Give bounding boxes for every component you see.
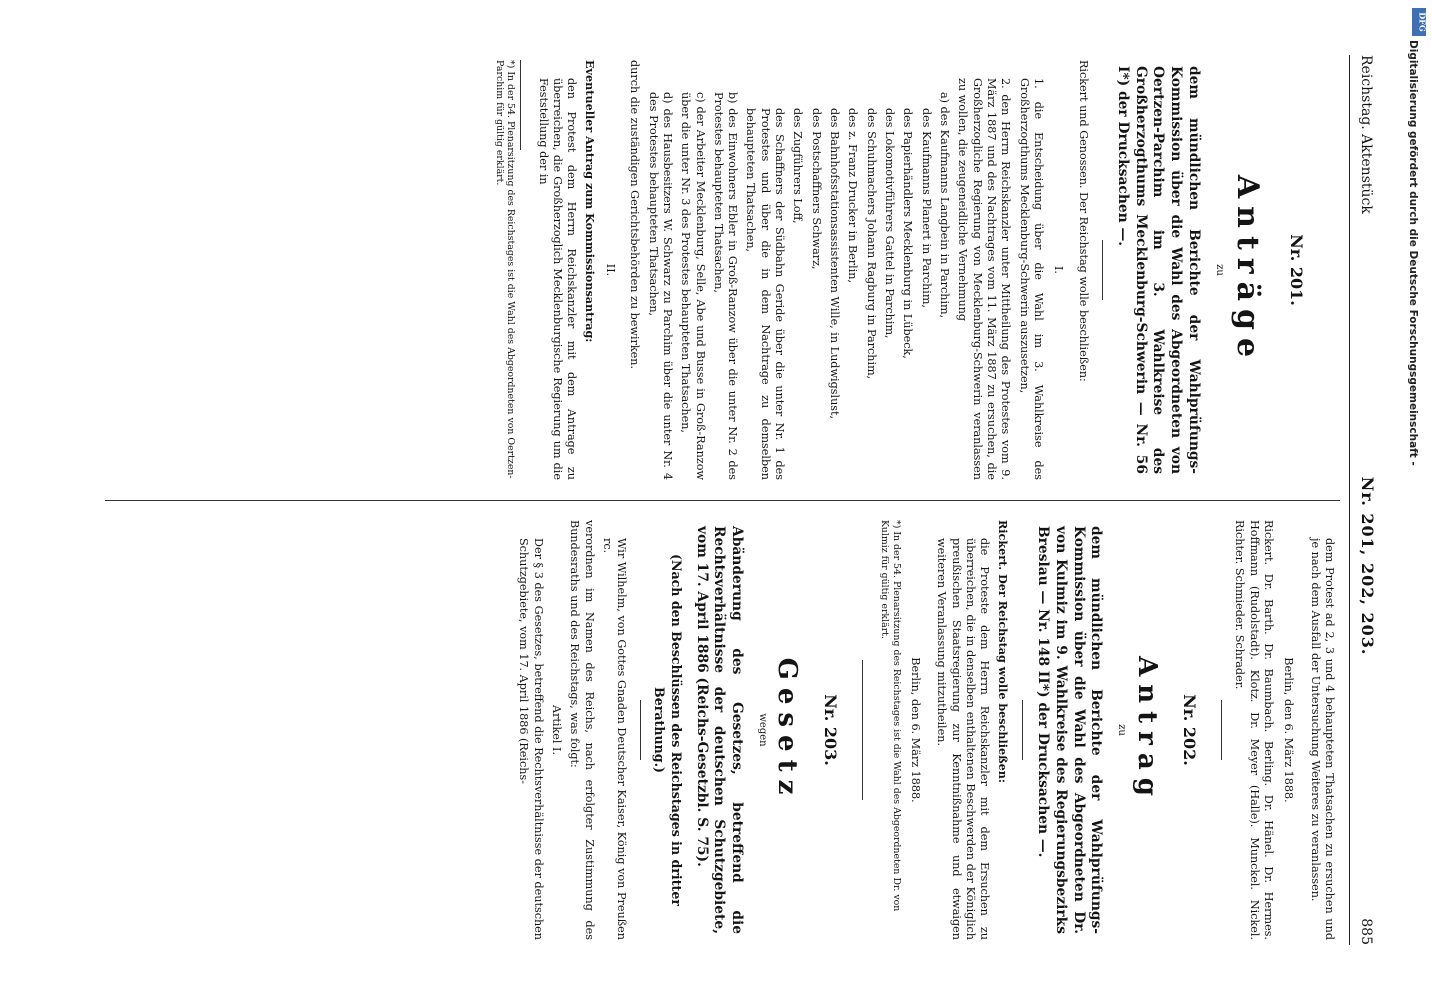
- date-202: Berlin, den 6. März 1888.: [909, 657, 923, 803]
- subtitle-203: Abänderung des Gesetzes, betreffend die Rechtsverhältnisse der deutschen Schutzgebiete, vom 17. April 1886 (Reichs-Gesetzbl. S. 75).: [693, 526, 746, 934]
- item-a-6: des z. Franz Drucker in Berlin,: [846, 108, 860, 284]
- roman-numeral-1: I.: [1052, 266, 1066, 274]
- footnote-201: *) In der 54. Plenarsitzung des Reichstages ist die Wahl des Abgeordneten von Oertzen-Parchim für gültig erklärt.: [493, 60, 517, 479]
- footnote-202: *) In der 54. Plenarsitzung des Reichstages ist die Wahl des Abgeordneten Dr. von Kulmiz für gültig erklärt.: [879, 520, 902, 912]
- item-a-4: des Lokomotivführers Gattel in Parchim,: [883, 108, 897, 339]
- digitization-credit: Digitalisierung gefördert durch die Deutsche Forschungsgemeinschaft -: [1407, 40, 1419, 466]
- dfg-logo: [1412, 8, 1426, 36]
- section-rule: [640, 700, 641, 760]
- header-rule: [1349, 55, 1350, 945]
- item-a-3: des Papierhändlers Mecklenburg in Lübeck,: [901, 108, 915, 359]
- item-a-7: des Bahnhofsstationsassistenten Wille, in Ludwigslust,: [828, 108, 842, 420]
- text-202: die Proteste dem Herrn Reichskanzler mit dem Ersuchen zu überreichen, die in denselben enthaltenen Beschwerden der Königlich preußischen Staatsregierung zur Kenntnißnahme und etwaigen weiteren Veranlassung mitzutheilen.: [935, 538, 992, 940]
- continued-text: dem Protest ad 2, 3 und 4 behaupteten Thatsachen zu ersuchen und je nach dem Ausfall der Untersuchung Weiteres zu veranlassen.: [1308, 538, 1336, 940]
- item-2: 2. den Herrn Reichskanzler unter Mittheilung des Protestes vom 9. März 1887 und des Nachtrages vom 11. März 1887 zu ersuchen, die Großherzogliche Regierung von Mecklenburg-Schwerin veranlassen zu wollen, die zeugeneidliche Vernehmung: [956, 78, 1013, 480]
- dfg-logo-text: DFG: [1417, 12, 1428, 32]
- zu-label-202: zu: [1116, 724, 1128, 736]
- subtitle-201: dem mündlichen Berichte der Wahlprüfungs-Kommission über die Wahl des Abgeordneten von Oertzen-Parchim im 3. Wahlkreise des Großherzogthums Mecklenburg-Schwerin — Nr. 56 I*) der Drucksachen —.: [1114, 66, 1203, 474]
- item-a-2: des Kaufmanns Planert in Parchim,: [919, 108, 933, 309]
- section-rule: [1221, 700, 1222, 760]
- section-rule: [862, 660, 863, 800]
- doc-number-201: Nr. 201.: [1287, 234, 1306, 306]
- header-left: Reichstag. Aktenstück: [1358, 55, 1374, 214]
- zu-label: zu: [1214, 264, 1226, 276]
- closing-line: durch die zuständigen Gerichtsbehörden zu bewirken.: [628, 60, 642, 370]
- rickert-202: Rickert. Der Reichstag wolle beschließen:: [995, 520, 1010, 784]
- subtitle-202: dem mündlichen Berichte der Wahlprüfungs-Kommission über die Wahl des Abgeordneten Dr. von Kulmiz im 9. Wahlkreise des Regierungsbezirks Breslau — Nr. 148 II*) der Drucksachen —.: [1034, 526, 1105, 934]
- item-d: d) des Hausbesitzers W. Schwarz zu Parchim über die unter Nr. 4 des Protestes behaupteten Thatsachen,: [646, 92, 674, 480]
- section-rule: [1102, 240, 1103, 300]
- title-antrag: Antrag: [1131, 656, 1162, 804]
- item-c: c) der Arbeiter Mecklenburg, Selle, Abe und Busse in Groß-Ranzow über die unter Nr. 3 des Protestes behaupteten Thatsachen,: [679, 92, 707, 480]
- nach-beschluessen: (Nach den Beschlüssen des Reichstages in dritter Berathung.): [652, 553, 684, 907]
- signatories: Rickert. Dr. Barth. Dr. Baumbach. Berling. Dr. Hänel. Dr. Hermes. Hoffmann (Rudolstadt). Klotz. Dr. Meyer (Halle). Munckel. Nickel. Richter. Schmieder. Schrader.: [1233, 520, 1276, 940]
- eventueller-heading: Eventueller Antrag zum Kommissionsantrag:: [582, 60, 597, 343]
- eventueller-text: den Protest dem Herrn Reichskanzler mit dem Antrage zu überreichen, die Großherzoglich Mecklenburgische Regierung um die Feststellung der in: [536, 78, 579, 480]
- doc-number-203: Nr. 203.: [820, 694, 840, 766]
- left-column: [100, 60, 1340, 480]
- item-a-10: des Schaffners der Südbahn Geride über die unter Nr. 1 des Protestes und über die in dem Nachtrage zu demselben behaupteten Thatsachen,: [744, 108, 787, 480]
- roman-numeral-2: II.: [603, 263, 617, 277]
- page-header: [1351, 55, 1377, 945]
- item-a-1: a) des Kaufmanns Langbein in Parchim,: [938, 92, 952, 319]
- item-1: 1. die Entscheidung über die Wahl im 3. Wahlkreise des Großherzogthums Mecklenburg-Schwerin auszusetzen,: [1017, 78, 1046, 480]
- right-column: [100, 520, 1340, 940]
- title-antraege: Anträge: [1229, 174, 1265, 366]
- item-a-5: des Schuhmachers Johann Ragburg in Parchim,: [864, 108, 878, 380]
- footnote-rule: [520, 60, 521, 150]
- artikel-1: Artikel I.: [550, 704, 564, 755]
- item-a-8: des Postschaffners Schwarz,: [809, 108, 823, 270]
- artikel-text: Der § 3 des Gesetzes, betreffend die Rechtsverhältnisse der deutschen Schutzgebiete, vom 17. April 1886 (Reichs-: [517, 538, 545, 940]
- verordnen: verordnen im Namen des Reichs, nach erfolgter Zustimmung des Bundesraths und des Reichstags, was folgt:: [568, 520, 596, 940]
- doc-number-202: Nr. 202.: [1180, 694, 1200, 766]
- title-gesetz: Gesetz: [772, 657, 803, 803]
- section-rule: [1022, 700, 1023, 760]
- item-a-9: des Zugführers Loff,: [791, 108, 805, 224]
- intro-paragraph: Rickert und Genossen. Der Reichstag wolle beschließen:: [1076, 60, 1090, 382]
- page-number: 885: [1358, 918, 1374, 945]
- header-document-numbers: Nr. 201, 202, 203.: [1358, 476, 1377, 656]
- wegen-label: wegen: [757, 713, 769, 747]
- column-divider: [105, 500, 1340, 501]
- item-b: b) des Einwohners Ebler in Groß-Ranzow über die unter Nr. 2 des Protestes behaupteten Thatsachen,: [711, 92, 740, 480]
- wir-wilhelm: Wir Wilhelm, von Gottes Gnaden Deutscher Kaiser, König von Preußen rc.: [601, 538, 629, 940]
- date-201: Berlin, den 6. März 1888.: [1282, 657, 1296, 803]
